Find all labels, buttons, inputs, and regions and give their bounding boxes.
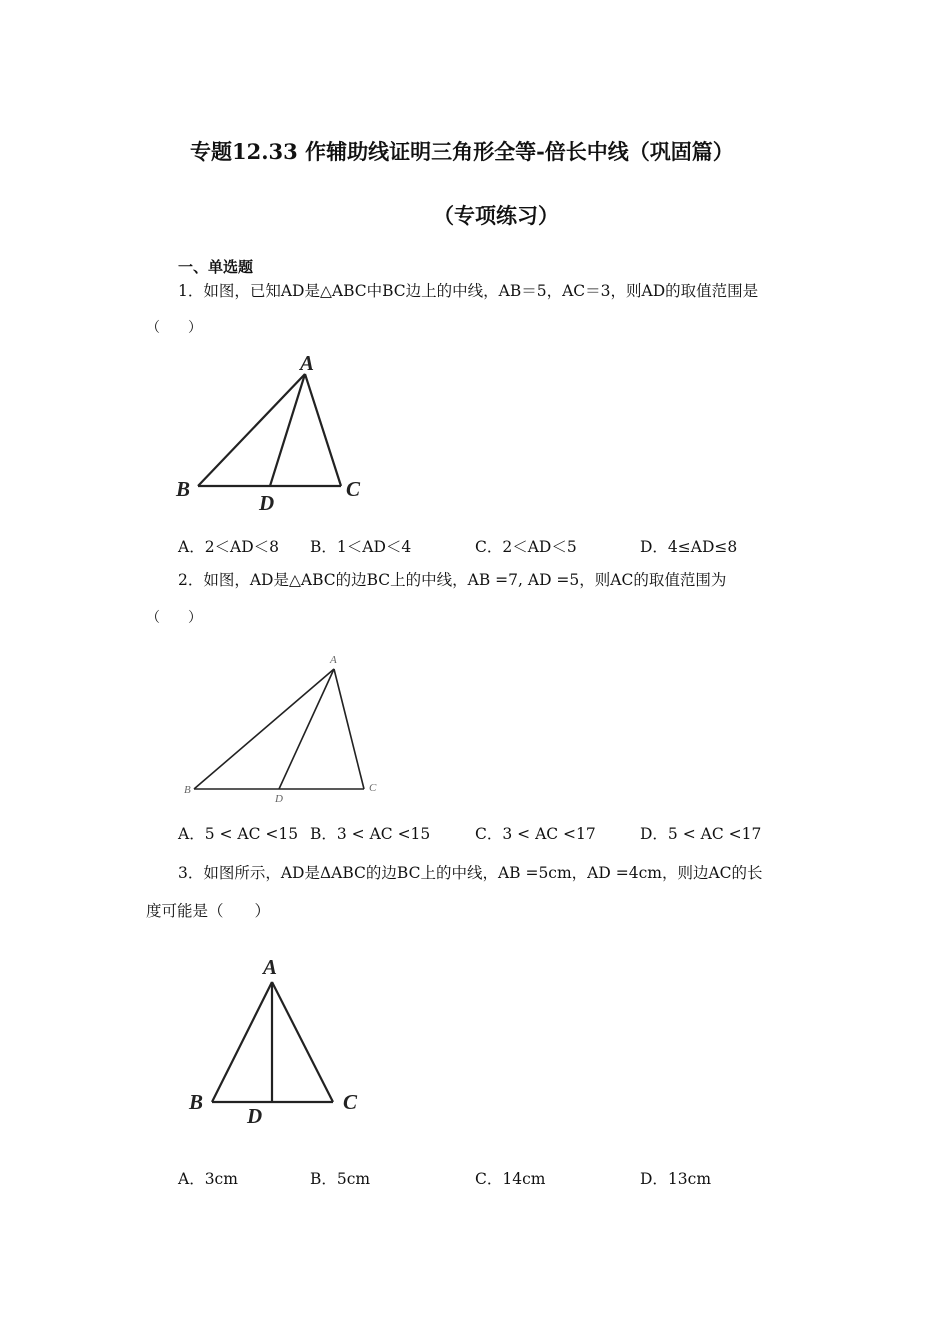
q2-label-c: C <box>369 782 377 794</box>
question-2-option-a[interactable]: A．5 < AC <15 <box>178 825 299 843</box>
question-3-option-b[interactable]: B．5cm <box>310 1170 371 1188</box>
q2-side-ac <box>334 669 364 789</box>
page-subtitle: （专项练习） <box>433 203 559 228</box>
question-2-answer-blank: （ ） <box>146 610 202 626</box>
section-heading: 一、单选题 <box>178 258 254 276</box>
q2-label-b: B <box>184 784 191 796</box>
q1-side-ac <box>305 374 341 486</box>
question-2-figure <box>178 650 388 810</box>
question-1-answer-blank: （ ） <box>146 320 202 336</box>
q3-label-c: C <box>343 1090 358 1114</box>
q2-label-a: A <box>330 654 337 666</box>
question-3-option-c[interactable]: C．14cm <box>475 1170 546 1188</box>
q1-label-c: C <box>346 477 361 501</box>
q1-label-a: A <box>300 351 315 375</box>
question-1-stem: 1．如图，已知AD是△ABC中BC边上的中线，AB＝5，AC＝3，则AD的取值范围是 <box>178 282 759 300</box>
q3-side-ab <box>212 982 272 1102</box>
q2-label-d: D <box>275 793 283 805</box>
question-3-stem-continued: 度可能是（ ） <box>146 902 271 920</box>
question-1-figure <box>170 348 370 518</box>
question-3-option-d[interactable]: D．13cm <box>640 1170 712 1188</box>
q1-side-ab <box>198 374 305 486</box>
question-1-option-c[interactable]: C．2＜AD＜5 <box>475 538 577 556</box>
question-2-option-c[interactable]: C．3 < AC <17 <box>475 825 596 843</box>
q3-label-a: A <box>263 955 278 979</box>
question-2-stem: 2．如图，AD是△ABC的边BC上的中线，AB =7, AD =5，则AC的取值范围为 <box>178 571 727 589</box>
question-2-option-b[interactable]: B．3 < AC <15 <box>310 825 431 843</box>
question-3-option-a[interactable]: A．3cm <box>178 1170 238 1188</box>
question-1-option-b[interactable]: B．1＜AD＜4 <box>310 538 412 556</box>
question-3-figure <box>180 948 370 1128</box>
q2-side-ab <box>194 669 334 789</box>
q1-label-d: D <box>259 491 275 515</box>
question-1-option-a[interactable]: A．2＜AD＜8 <box>178 538 280 556</box>
q3-label-d: D <box>247 1104 263 1128</box>
q2-median-ad <box>279 669 334 789</box>
page-title: 专题12.33 作辅助线证明三角形全等-倍长中线（巩固篇） <box>190 139 734 164</box>
q1-label-b: B <box>176 477 191 501</box>
question-1-option-d[interactable]: D．4≤AD≤8 <box>640 538 738 556</box>
q3-side-ac <box>272 982 333 1102</box>
question-3-stem: 3．如图所示，AD是ΔABC的边BC上的中线，AB =5cm，AD =4cm，则边AC的长 <box>178 864 763 882</box>
q3-label-b: B <box>189 1090 204 1114</box>
question-2-option-d[interactable]: D．5 < AC <17 <box>640 825 762 843</box>
